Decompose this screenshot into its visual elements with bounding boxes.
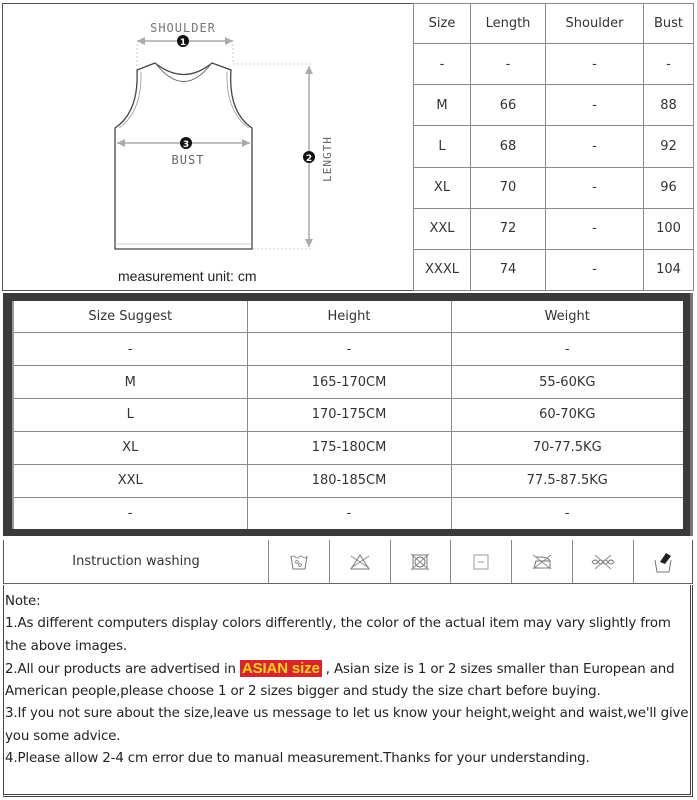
size-suggest-frame	[3, 293, 693, 536]
no-tumble-dry-icon	[390, 540, 451, 583]
table-row	[14, 497, 683, 529]
cell-length: -	[471, 44, 546, 85]
cell-size: XXXL	[414, 249, 471, 290]
svg-text:2: 2	[305, 154, 313, 164]
table-row	[414, 208, 694, 249]
note-4: 4.Please allow 2-4 cm error due to manual measurement.Thanks for your understanding.	[5, 751, 590, 767]
table-row	[14, 366, 683, 399]
svg-text:3: 3	[182, 140, 190, 150]
hand-wash-bucket-icon	[633, 540, 692, 583]
cell-weight: 70-77.5KG	[451, 431, 683, 464]
cell-bust: -	[644, 44, 694, 85]
cell-weight: 60-70KG	[451, 399, 683, 432]
table-row	[14, 464, 683, 497]
size-chart-top	[0, 0, 697, 293]
cell-size: XL	[414, 167, 471, 208]
table-row	[414, 167, 694, 208]
cell-bust: 100	[644, 208, 694, 249]
header-weight: Weight	[451, 301, 683, 333]
svg-text:SHOULDER: SHOULDER	[150, 21, 216, 35]
cell-size: M	[14, 366, 247, 399]
cell-height: -	[247, 333, 451, 366]
cell-weight: -	[451, 497, 683, 529]
note-3: 3.If you not sure about the size,leave us message to let us know your height,weight and waist,we'll give you some advice.	[5, 706, 689, 744]
table-row	[414, 126, 694, 167]
cell-length: 68	[471, 126, 546, 167]
cell-weight: -	[451, 333, 683, 366]
table-row	[414, 85, 694, 126]
header-shoulder: Shoulder	[546, 4, 644, 44]
cell-shoulder: -	[546, 167, 644, 208]
dry-flat-icon	[450, 540, 511, 583]
cell-length: 74	[471, 249, 546, 290]
cell-size: M	[414, 85, 471, 126]
cell-weight: 55-60KG	[451, 366, 683, 399]
cell-shoulder: -	[546, 44, 644, 85]
cell-bust: 104	[644, 249, 694, 290]
cell-height: 170-175CM	[247, 399, 451, 432]
no-bleach-icon	[329, 540, 390, 583]
note-2: 2.All our products are advertised in ASIAN size , Asian size is 1 or 2 sizes smaller than European and	[5, 659, 675, 677]
cell-bust: 92	[644, 126, 694, 167]
table-row	[414, 44, 694, 85]
header-length: Length	[471, 4, 546, 44]
header-bust: Bust	[644, 4, 694, 44]
cell-size: XL	[14, 431, 247, 464]
cell-length: 66	[471, 85, 546, 126]
cell-shoulder: -	[546, 85, 644, 126]
note-1: 1.As different computers display colors differently, the color of the actual item may vary slightly from the above images.	[5, 616, 671, 654]
size-suggest-table	[14, 301, 683, 529]
no-iron-icon	[511, 540, 572, 583]
tank-top-outline-icon	[3, 4, 414, 292]
svg-text:BUST: BUST	[171, 153, 205, 167]
notes-section	[3, 585, 693, 797]
cell-size: L	[414, 126, 471, 167]
cell-length: 70	[471, 167, 546, 208]
hand-wash-icon	[268, 540, 329, 583]
measurement-unit-label: measurement unit: cm	[118, 268, 257, 284]
cell-length: 72	[471, 208, 546, 249]
cell-shoulder: -	[546, 208, 644, 249]
cell-shoulder: -	[546, 126, 644, 167]
cell-size: L	[14, 399, 247, 432]
cell-weight: 77.5-87.5KG	[451, 464, 683, 497]
note-2-continued: American people,please choose 1 or 2 sizes bigger and study the size chart before buying.	[5, 684, 601, 700]
table-row	[14, 431, 683, 464]
cell-size: -	[414, 44, 471, 85]
cell-bust: 96	[644, 167, 694, 208]
cell-shoulder: -	[546, 249, 644, 290]
table-row	[14, 333, 683, 366]
svg-text:LENGTH: LENGTH	[321, 136, 334, 182]
header-height: Height	[247, 301, 451, 333]
cell-height: -	[247, 497, 451, 529]
table-row	[414, 249, 694, 290]
cell-height: 175-180CM	[247, 431, 451, 464]
cell-size: XXL	[14, 464, 247, 497]
cell-height: 180-185CM	[247, 464, 451, 497]
table-header-row	[14, 301, 683, 333]
table-header-row	[414, 4, 694, 44]
washing-instructions-row	[3, 540, 693, 584]
washing-label: Instruction washing	[72, 554, 200, 569]
garment-diagram	[2, 3, 413, 291]
no-wring-icon	[572, 540, 633, 583]
header-size: Size	[414, 4, 471, 44]
cell-bust: 88	[644, 85, 694, 126]
cell-height: 165-170CM	[247, 366, 451, 399]
size-measurement-table	[413, 3, 694, 291]
cell-size: -	[14, 333, 247, 366]
cell-size: -	[14, 497, 247, 529]
asian-size-highlight: ASIAN size	[241, 659, 320, 677]
notes-title: Note:	[5, 594, 41, 609]
table-row	[14, 399, 683, 432]
cell-size: XXL	[414, 208, 471, 249]
svg-text:1: 1	[179, 38, 187, 48]
header-size-suggest: Size Suggest	[14, 301, 247, 333]
